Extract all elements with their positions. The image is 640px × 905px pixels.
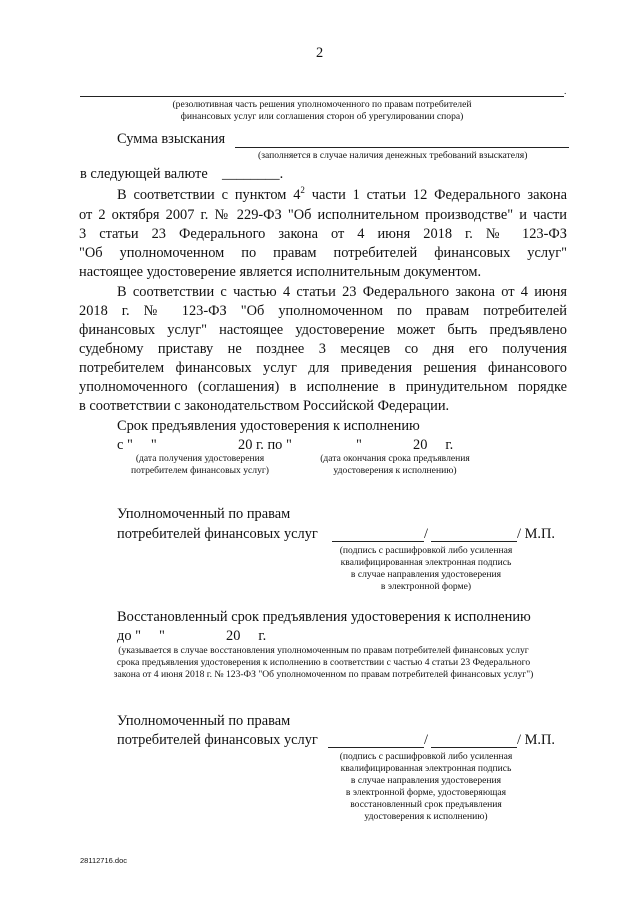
resolution-caption xyxy=(80,99,564,123)
restored-caption-line: (указывается в случае восстановления уполномоченным по правам потребителей финансовых услуг xyxy=(118,645,529,656)
sum-label: Сумма взыскания xyxy=(117,131,226,147)
paragraph-1-line: "Об уполномоченном по правам потребителей финансовых услуг" xyxy=(79,245,567,261)
signature-1-title: Уполномоченный по правам xyxy=(117,506,291,522)
signature-1-stamp: / М.П. xyxy=(517,526,555,542)
paragraph-1-line: 3 статьи 23 Федерального закона от 4 июня 2018 г. № 123-ФЗ xyxy=(79,226,567,242)
paragraph-2-line: В соответствии с частью 4 статьи 23 Федерального закона от 4 июня xyxy=(117,284,567,300)
term-from: с " " xyxy=(117,437,157,453)
signature-2-title: потребителей финансовых услуг xyxy=(117,732,318,748)
signature-2-line xyxy=(328,747,424,748)
footer-filename: 28112716.doc xyxy=(80,856,127,865)
resolution-caption-line: финансовых услуг или соглашения сторон об урегулировании спора) xyxy=(180,111,464,122)
signature-2-line xyxy=(431,747,517,748)
term-year-1: 20 г. по " xyxy=(238,437,292,453)
restored-caption-line: закона от 4 июня 2018 г. № 123-ФЗ "Об уполномоченном по правам потребителей финансовых услуг") xyxy=(113,669,534,680)
paragraph-1-line xyxy=(117,186,567,205)
restored-term-label: Восстановленный срок предъявления удостоверения к исполнению xyxy=(117,609,531,625)
sum-field-line xyxy=(235,147,569,148)
term-caption-line: потребителем финансовых услуг) xyxy=(130,465,270,476)
resolution-line xyxy=(80,96,564,97)
term-caption-line: (дата получения удостоверения xyxy=(135,453,265,464)
term-label: Срок предъявления удостоверения к исполнению xyxy=(117,418,420,434)
paragraph-2-line: судебному приставу не позднее 3 месяцев со дня его получения xyxy=(79,341,567,357)
restored-term-caption xyxy=(80,645,567,681)
signature-caption-line: в электронной форме, удостоверяющая xyxy=(345,787,507,798)
signature-2-stamp: / М.П. xyxy=(517,732,555,748)
term-caption-left xyxy=(120,453,280,477)
term-caption-line: (дата окончания срока предъявления xyxy=(320,453,470,464)
term-year-2: 20 г. xyxy=(413,437,454,453)
signature-1-line xyxy=(431,541,517,542)
signature-2-title: Уполномоченный по правам xyxy=(117,713,291,729)
signature-caption-line: в случае направления удостоверения xyxy=(350,775,502,786)
resolution-line-end: . xyxy=(564,86,567,97)
restored-term-until: до " " xyxy=(117,628,165,644)
paragraph-1-line: настоящее удостоверение является исполнительным документом. xyxy=(79,264,482,280)
paragraph-1-line: от 2 октября 2007 г. № 229-ФЗ "Об исполнительном производстве" и части xyxy=(79,207,567,223)
signature-caption-line: квалифицированная электронная подпись xyxy=(340,557,512,568)
paragraph-2-line: финансовых услуг" настоящее удостоверение может быть предъявлено xyxy=(79,322,567,338)
resolution-caption-line: (резолютивная часть решения уполномоченного по правам потребителей xyxy=(172,99,472,110)
currency-label: в следующей валюте xyxy=(80,166,208,182)
sum-caption: (заполняется в случае наличия денежных требований взыскателя) xyxy=(258,150,528,161)
signature-1-caption xyxy=(305,545,547,593)
paragraph-2-line: 2018 г. № 123-ФЗ "Об уполномоченном по правам потребителей xyxy=(79,303,567,319)
signature-caption-line: (подпись с расшифровкой либо усиленная xyxy=(339,545,513,556)
paragraph-1-text: В соответствии с пунктом 4 xyxy=(117,187,301,203)
signature-caption-line: (подпись с расшифровкой либо усиленная xyxy=(339,751,513,762)
term-quote: " xyxy=(356,437,362,453)
signature-caption-line: в случае направления удостоверения xyxy=(350,569,502,580)
currency-field: ________. xyxy=(222,166,284,182)
page-number: 2 xyxy=(316,45,324,61)
paragraph-1-superscript: 2 xyxy=(300,185,305,195)
term-caption-right xyxy=(302,453,488,477)
paragraph-2-line: уполномоченного (соглашения) в исполнение в принудительном порядке xyxy=(79,379,567,395)
signature-1-slash: / xyxy=(424,526,428,542)
paragraph-2-line: в соответствии с законодательством Российской Федерации. xyxy=(79,398,450,414)
signature-1-title: потребителей финансовых услуг xyxy=(117,526,318,542)
signature-caption-line: в электронной форме) xyxy=(380,581,472,592)
signature-caption-line: восстановленный срок предъявления xyxy=(350,799,502,810)
signature-caption-line: удостоверения к исполнению) xyxy=(364,811,488,822)
restored-caption-line: срока предъявления удостоверения к исполнению в соответствии с частью 4 статьи 23 Федерального xyxy=(116,657,531,668)
signature-caption-line: квалифицированная электронная подпись xyxy=(340,763,512,774)
term-caption-line: удостоверения к исполнению) xyxy=(333,465,457,476)
paragraph-2-line: потребителем финансовых услуг для приведения решения финансового xyxy=(79,360,567,376)
signature-1-line xyxy=(332,541,424,542)
paragraph-1-text: части 1 статьи 12 Федерального закона xyxy=(304,187,567,203)
signature-2-slash: / xyxy=(424,732,428,748)
restored-term-year: 20 г. xyxy=(226,628,267,644)
signature-2-caption xyxy=(305,751,547,823)
